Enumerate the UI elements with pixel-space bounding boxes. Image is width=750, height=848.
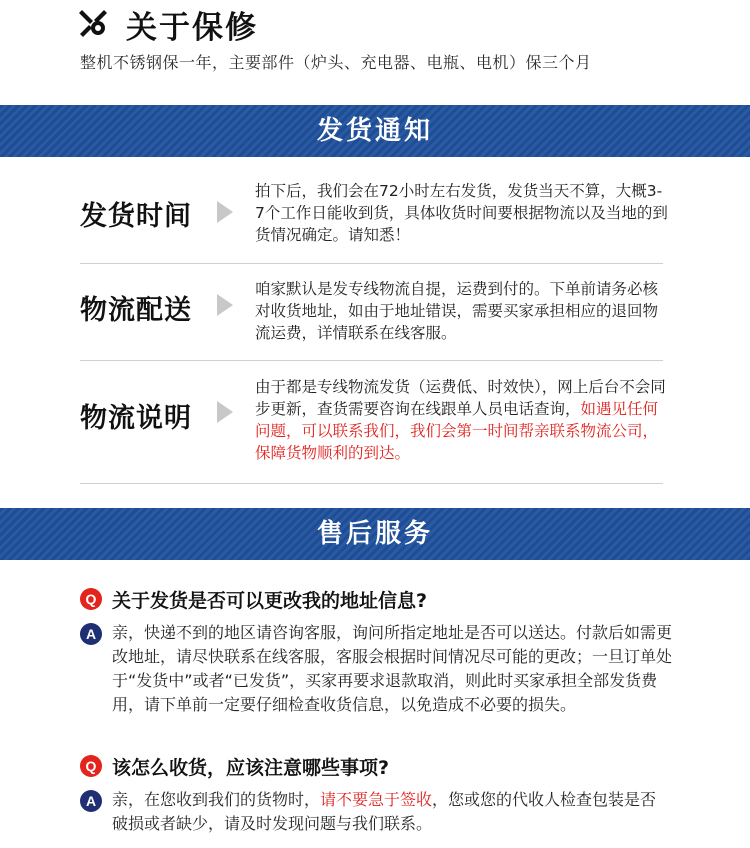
shipping-row-label: 物流配送 bbox=[80, 295, 192, 326]
answer-text-start: 亲，在您收到我们的货物时， bbox=[112, 790, 321, 809]
warranty-title: 关于保修 bbox=[126, 10, 258, 46]
answer-text-end: ，您或您的代收人检查包装是否破损或者缺少，请及时发现问题与我们联系。 bbox=[112, 790, 657, 833]
question-text: 该怎么收货，应该注意哪些事项? bbox=[112, 757, 390, 779]
answer-badge: A bbox=[80, 790, 102, 812]
shipping-row-notes bbox=[80, 374, 666, 474]
shipping-row-text: 咱家默认是发专线物流自提，运费到付的。下单前请务必核对收货地址，如由于地址错误，需要买家承担相应的退回物流运费，详情联系在线客服。 bbox=[255, 280, 659, 342]
shipping-banner bbox=[0, 105, 750, 157]
shipping-row-delivery bbox=[80, 276, 663, 351]
notes-normal-text: 由于都是专线物流发货（运费低、时效快），网上后台不会同步更新，查货需要咨询在线跟单人员电话查询， bbox=[255, 378, 666, 418]
notes-highlight-text: 如遇见任何问题，可以联系我们，我们会第一时间帮亲联系物流公司，保障货物顺利的到达。 bbox=[255, 400, 659, 462]
answer-highlight-text: 请不要急于签收 bbox=[320, 790, 433, 809]
divider bbox=[80, 483, 663, 484]
answer-badge: A bbox=[80, 623, 102, 645]
arrow-right-icon bbox=[217, 294, 233, 316]
question-badge: Q bbox=[80, 755, 102, 777]
warranty-description: 整机不锈钢保一年，主要部件（炉头、充电器、电瓶、电机）保三个月 bbox=[80, 53, 592, 72]
warranty-section bbox=[0, 0, 750, 100]
shipping-row-text: 拍下后，我们会在72小时左右发货，发货当天不算，大概3-7个工作日能收到货，具体收货时间要根据物流以及当地的到货情况确定。请知悉！ bbox=[255, 182, 668, 244]
answer-text: 亲，快递不到的地区请咨询客服，询问所指定地址是否可以送达。付款后如需更改地址，请尽快联系在线客服，客服会根据时间情况尽可能的更改；一旦订单处于“发货中”或者“已发货”，买家再要求退款取消，则此时买家承担全部发货费用，请下单前一定要仔细检查收货信息，以免造成不必要的损失。 bbox=[112, 623, 673, 714]
answer-text bbox=[112, 788, 672, 836]
question-badge: Q bbox=[80, 588, 102, 610]
aftersales-banner-title: 售后服务 bbox=[316, 519, 433, 549]
divider bbox=[80, 263, 663, 264]
arrow-right-icon bbox=[217, 401, 233, 423]
divider bbox=[80, 360, 663, 361]
shipping-row-text bbox=[255, 376, 670, 464]
arrow-right-icon bbox=[217, 201, 233, 223]
shipping-row-label: 物流说明 bbox=[80, 403, 192, 434]
shipping-row-label: 发货时间 bbox=[80, 201, 192, 232]
question-text: 关于发货是否可以更改我的地址信息? bbox=[112, 590, 428, 612]
aftersales-banner bbox=[0, 508, 750, 560]
tools-icon bbox=[76, 6, 110, 40]
shipping-row-time bbox=[80, 178, 668, 258]
shipping-banner-title: 发货通知 bbox=[316, 116, 433, 146]
